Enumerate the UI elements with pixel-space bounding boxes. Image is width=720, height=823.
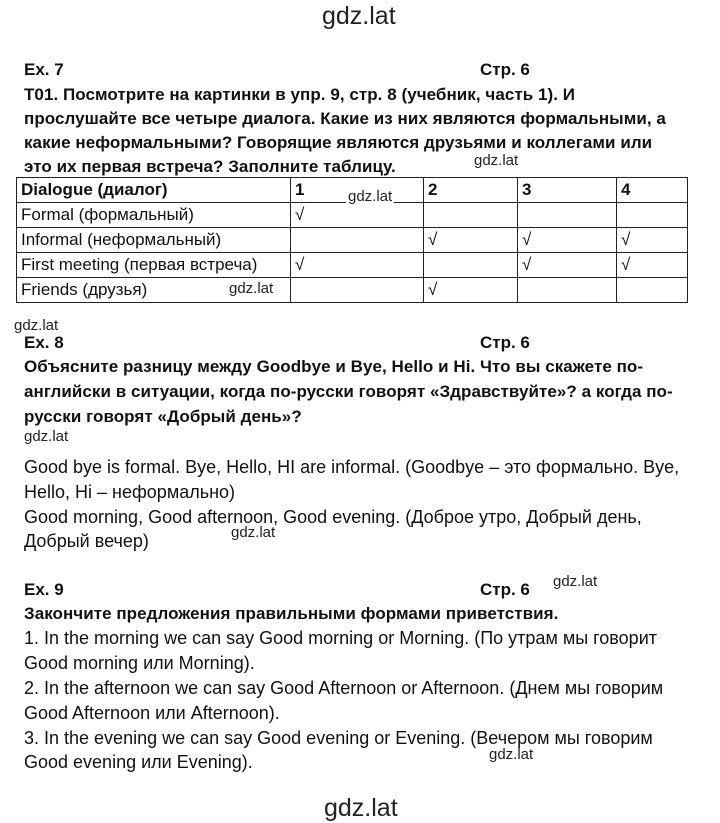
table-cell bbox=[518, 203, 617, 228]
ex9-page: Стр. 6 bbox=[480, 580, 530, 599]
ex7-task-line: какие неформальными? Говорящие являются друзьями и коллегами или bbox=[24, 133, 653, 152]
table-cell: √ bbox=[424, 228, 518, 253]
table-cell bbox=[617, 203, 688, 228]
ex8-task-line: русски говорят «Добрый день»? bbox=[24, 407, 302, 426]
table-cell: √ bbox=[617, 228, 688, 253]
watermark: gdz.lat bbox=[24, 428, 69, 445]
table-header-cell: Dialogue (диалог) bbox=[17, 178, 291, 203]
table-cell bbox=[291, 228, 424, 253]
ex8-task-line: Объясните разницу между Goodbye и Bye, Hello и Hi. Что вы скажете по- bbox=[24, 357, 644, 376]
ex9-answer-line: 2. In the afternoon we can say Good Afternoon or Afternoon. (Днем мы говорим bbox=[24, 678, 664, 698]
table-cell: Friends (друзья) bbox=[17, 278, 291, 303]
table-cell: √ bbox=[424, 278, 518, 303]
ex9-answer-line: 3. In the evening we can say Good evening or Evening. (Вечером мы говорим bbox=[24, 728, 653, 748]
ex7-page: Стр. 6 bbox=[480, 60, 530, 79]
table-cell bbox=[424, 203, 518, 228]
ex8-answer-line: Good morning, Good afternoon, Good evening. (Доброе утро, Добрый день, bbox=[24, 507, 642, 527]
table-header-cell: 1 bbox=[291, 178, 424, 203]
ex9-task: Закончите предложения правильными формами приветствия. bbox=[24, 604, 559, 623]
watermark: gdz.lat bbox=[348, 188, 393, 205]
ex7-task-line: это их первая встреча? Заполните таблицу. bbox=[24, 157, 396, 176]
table-cell: √ bbox=[291, 203, 424, 228]
table-header-cell: 3 bbox=[518, 178, 617, 203]
table-cell: √ bbox=[617, 253, 688, 278]
table-row bbox=[17, 203, 688, 228]
ex9-label: Ex. 9 bbox=[24, 580, 64, 599]
table-header-cell: 2 bbox=[424, 178, 518, 203]
table-cell: Formal (формальный) bbox=[17, 203, 291, 228]
table-row bbox=[17, 253, 688, 278]
table-row bbox=[17, 278, 688, 303]
ex9-answer-line: Good evening или Evening). bbox=[24, 752, 253, 772]
table-cell: First meeting (первая встреча) bbox=[17, 253, 291, 278]
ex9-answer-line: 1. In the morning we can say Good morning or Morning. (По утрам мы говорит bbox=[24, 628, 657, 648]
table-row bbox=[17, 228, 688, 253]
ex8-label: Ex. 8 bbox=[24, 333, 64, 352]
ex7-task-line: Т01. Посмотрите на картинки в упр. 9, стр. 8 (учебник, часть 1). И bbox=[24, 85, 576, 104]
watermark: gdz.lat bbox=[553, 573, 598, 590]
ex9-answer-line: Good Afternoon или Afternoon). bbox=[24, 703, 280, 723]
ex8-answer-line: Добрый вечер) bbox=[24, 531, 149, 551]
table-cell bbox=[424, 253, 518, 278]
watermark: gdz.lat bbox=[489, 746, 534, 763]
table-cell bbox=[291, 278, 424, 303]
watermark-top: gdz.lat bbox=[322, 2, 396, 30]
watermark: gdz.lat bbox=[474, 152, 519, 169]
ex9-answer-line: Good morning или Morning). bbox=[24, 653, 255, 673]
ex8-answer-line: Hello, Hi – неформально) bbox=[24, 482, 236, 502]
ex7-label: Ex. 7 bbox=[24, 60, 64, 79]
table-cell: √ bbox=[291, 253, 424, 278]
watermark-bottom: gdz.lat bbox=[324, 794, 398, 822]
table-cell: Informal (неформальный) bbox=[17, 228, 291, 253]
ex8-page: Стр. 6 bbox=[480, 333, 530, 352]
table-cell: √ bbox=[518, 253, 617, 278]
ex7-task-line: прослушайте все четыре диалога. Какие из них являются формальными, а bbox=[24, 109, 666, 128]
ex8-answer-line: Good bye is formal. Bye, Hello, HI are informal. (Goodbye – это формально. Bye, bbox=[24, 457, 680, 477]
watermark: gdz.lat bbox=[14, 317, 59, 334]
ex8-task-line: английски в ситуации, когда по-русски говорят «Здравствуйте»? а когда по- bbox=[24, 382, 673, 401]
table-header-cell: 4 bbox=[617, 178, 688, 203]
table-cell bbox=[617, 278, 688, 303]
watermark: gdz.lat bbox=[231, 524, 276, 541]
watermark: gdz.lat bbox=[229, 280, 274, 297]
table-cell bbox=[518, 278, 617, 303]
table-cell: √ bbox=[518, 228, 617, 253]
